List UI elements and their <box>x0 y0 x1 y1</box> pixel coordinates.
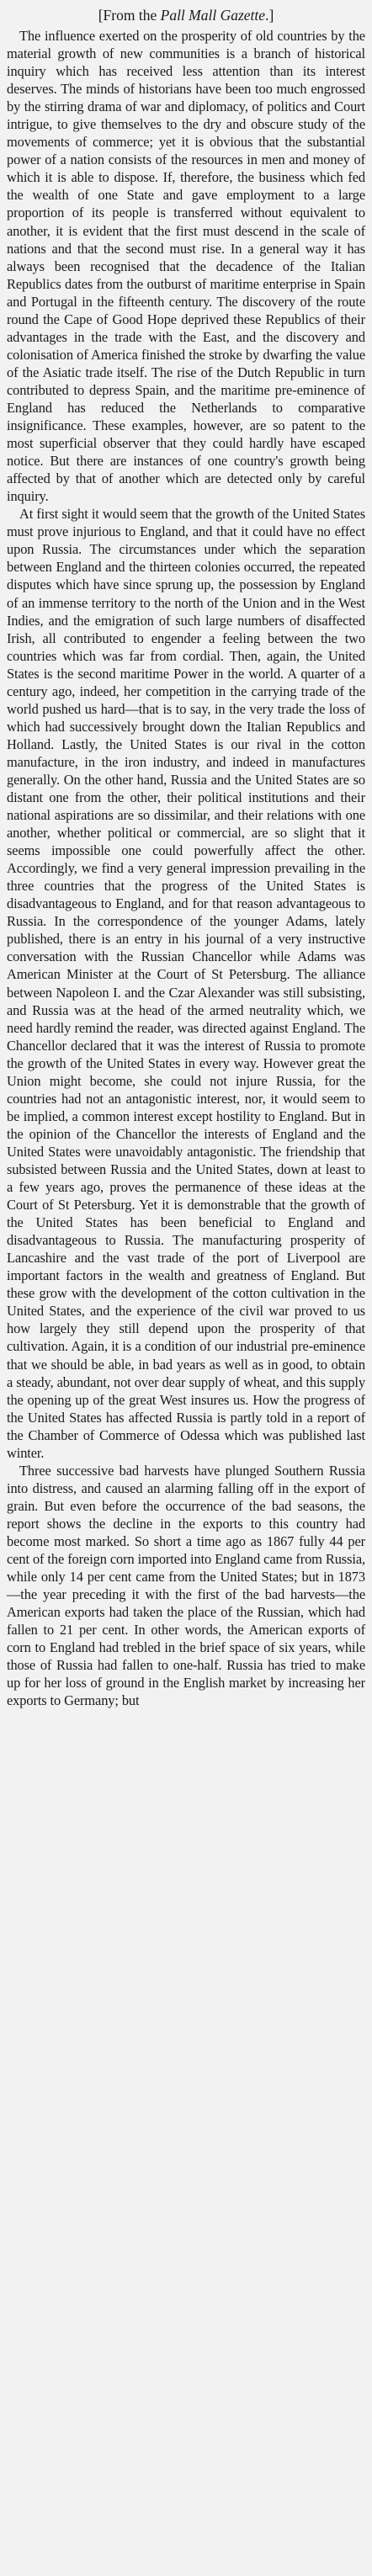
source-attribution <box>7 5 365 25</box>
source-suffix: .] <box>265 7 274 24</box>
article-paragraph-2: At first sight it would seem that the growth of the United States must prove injurious to England, and that it could have no effect upon Russia. The circumstances under which the separation between England and the thirteen colonies occurred, the repeated disputes which have since sprung up, the possession by England of an immense territory to the north of the Union and in the West Indies, and the emigration of such large numbers of disaffected Irish, all contributed to engender a feeling between the two countries which was far from cordial. Then, again, the United States is the second maritime Power in the world. A quarter of a century ago, indeed, her competition in the carrying trade of the world pushed us hard—that is to say, in the very trade the loss of which had successively brought down the Italian Republics and Holland. Lastly, the United States is our rival in the cotton manufacture, in the iron industry, and indeed in manufactures generally. On the other hand, Russia and the United States are so distant one from the other, their political institutions and their national aspirations are so dissimilar, and their relations with one another, whether political or commercial, are so slight that it seems impossible one could powerfully affect the other. Accordingly, we find a very general impression prevailing in the three countries that the progress of the United States is disadvantageous to England, and for that reason advantageous to Russia. In the correspondence of the younger Adams, lately published, there is an entry in his journal of a very instructive conversation with the Russian Chancellor while Adams was American Minister at the Court of St Petersburg. The alliance between Napoleon I. and the Czar Alexander was still subsisting, and Russia was at the head of the armed neutrality which, we need hardly remind the reader, was directed against England. The Chancellor declared that it was the interest of Russia to promote the growth of the United States in every way. However great the Union might become, she could not injure Russia, for the countries had not an antagonistic interest, nor, it would seem to be implied, a common interest except hostility to England. But in the opinion of the Chancellor the interests of England and the United States were unavoidably antagonistic. The friendship that subsisted between Russia and the United States, down at least to a few years ago, proves the permanence of these ideas at the Court of St Petersburg. Yet it is demonstrable that the growth of the United States has been beneficial to England and disadvantageous to Russia. The manufacturing prosperity of Lancashire and the vast trade of the port of Liverpool are important factors in the wealth and greatness of England. But these grow with the development of the cotton cultivation in the United States, and the experience of the civil war proved to us how largely they still depend upon the prosperity of that cultivation. Again, it is a condition of our industrial pre-eminence that we should be able, in bad years as well as in good, to obtain a steady, abundant, not over dear supply of wheat, and this supply the opening up of the great West insures us. How the progress of the United States has affected Russia is partly told in a report of the Chamber of Commerce of Odessa which was published last winter. <box>7 506 365 1461</box>
article-paragraph-3: Three successive bad harvests have plunged Southern Russia into distress, and caused an alarming falling off in the export of grain. But even before the occurrence of the bad seasons, the report shows the decline in the exports to this country had become most marked. So short a time ago as 1867 fully 44 per cent of the foreign corn imported into England came from Russia, while only 14 per cent came from the United States; but in 1873—the year preceding it with the first of the bad harvests—the American exports had taken the place of the Russian, which had fallen to 21 per cent. In other words, the American exports of corn to England had trebled in the brief space of six years, while those of Russia had fallen to one-half. Russia has tried to make up for her loss of ground in the English market by increasing her exports to Germany; but <box>7 1462 365 1709</box>
source-prefix: [From the <box>98 7 161 24</box>
article-paragraph-1: The influence exerted on the prosperity of old countries by the material growth of new communities is a branch of historical inquiry which has received less attention than its interest deserves. The minds of historians have been too much engrossed by the stirring drama of war and diplomacy, of politics and Court intrigue, to give themselves to the dry and obscure study of the movements of commerce; yet it is obvious that the substantial power of a nation consists of the resources in men and money of which it is able to dispose. If, therefore, the business which fed the wealth of one State and gave employment to a large proportion of its people is transferred without equivalent to another, it is evident that the first must descend in the scale of nations and that the second must rise. In a general way it has always been recognised that the decadence of the Italian Republics dates from the outburst of maritime enterprise in Spain and Portugal in the fifteenth century. The discovery of the route round the Cape of Good Hope deprived these Republics of their advantages in the trade with the East, and the discovery and colonisation of America finished the stroke by dwarfing the value of the Asiatic trade itself. The rise of the Dutch Republic in turn contributed to depress Spain, and the maritime pre-eminence of England has reduced the Netherlands to comparative insignificance. These examples, however, are so patent to the most superficial observer that they could hardly have escaped notice. But there are instances of one country's growth being affected by that of another which are detected only by careful inquiry. <box>7 28 365 505</box>
source-publication: Pall Mall Gazette <box>160 7 266 24</box>
article-body <box>7 27 365 1709</box>
